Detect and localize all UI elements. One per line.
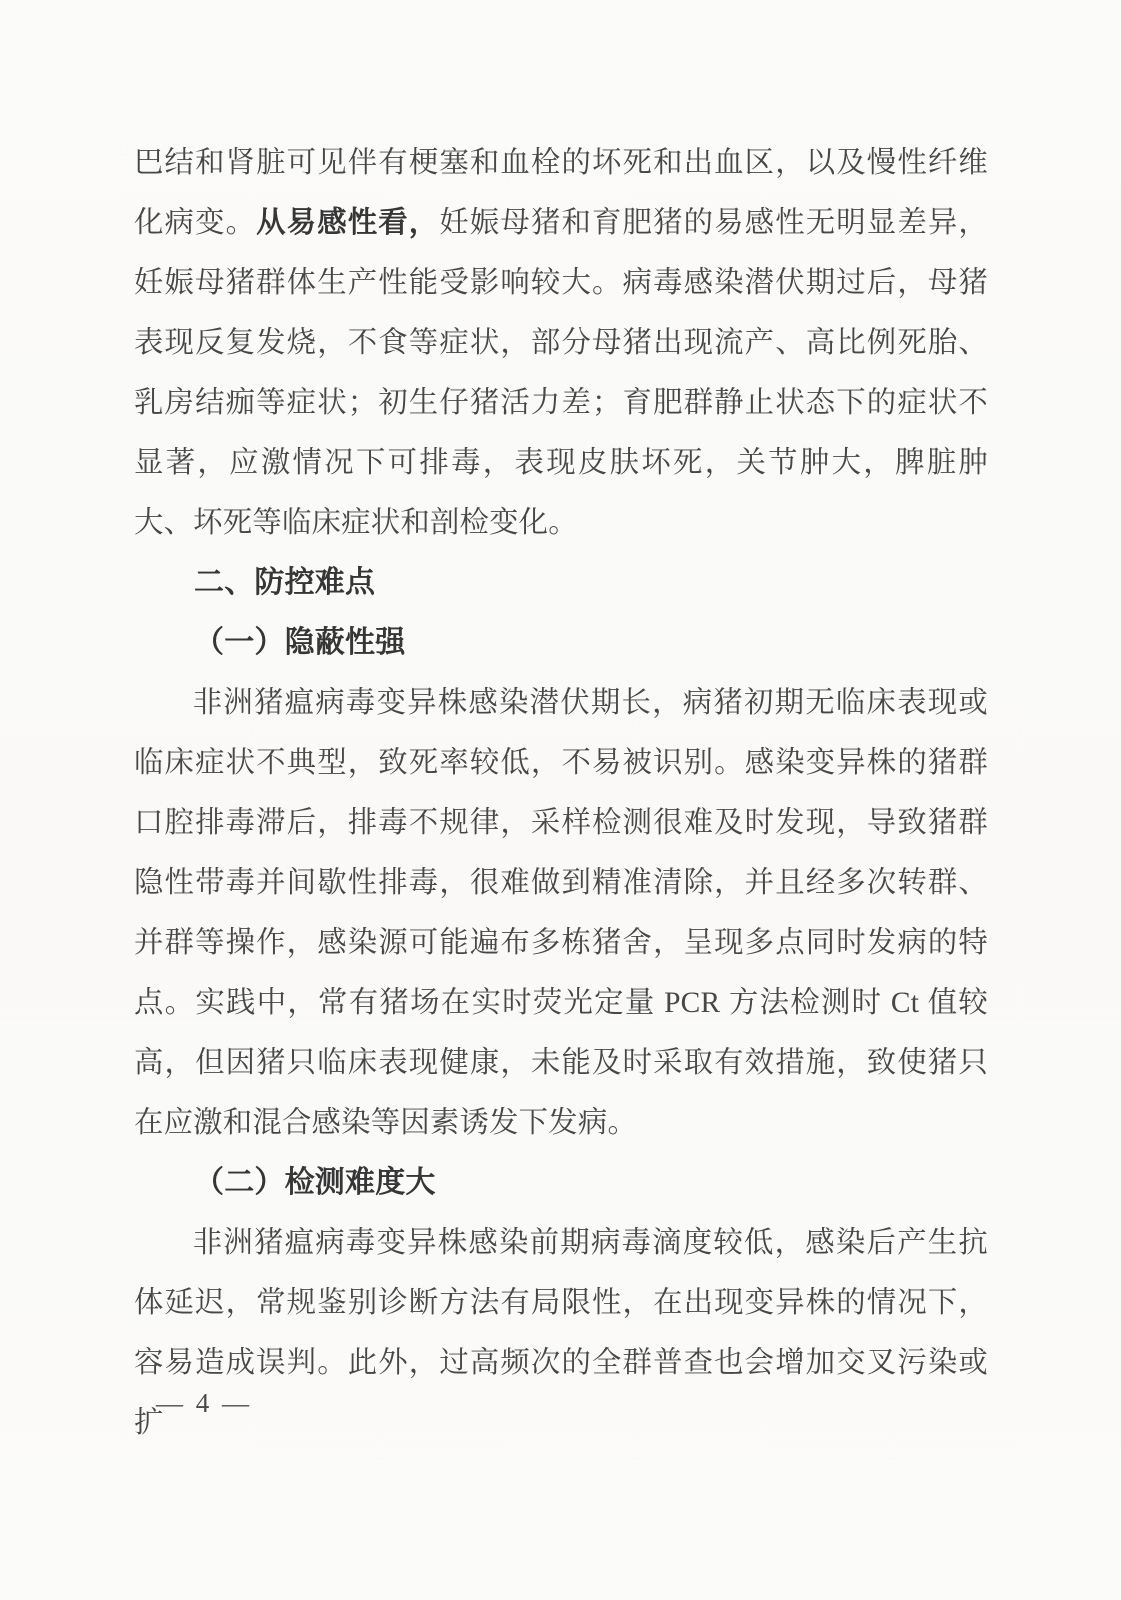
paragraph-text-after-emphasis: 妊娠母猪和育肥猪的易感性无明显差异，妊娠母猪群体生产性能受影响较大。病毒感染潜伏期过后，母猪表现反复发烧，不食等症状，部分母猪出现流产、高比例死胎、乳房结痂等症状；初生仔猪活力差；育肥群静止状态下的症状不显著，应激情况下可排毒，表现皮肤坏死，关节肿大，脾脏肿大、坏死等临床症状和剖检变化。 bbox=[134, 207, 988, 539]
subsection-heading-strong-concealment: （一）隐蔽性强 bbox=[194, 626, 406, 659]
emphasis-bold-text: 从易感性看， bbox=[256, 206, 440, 239]
document-body bbox=[134, 133, 988, 1453]
paragraph-detection-details: 非洲猪瘟病毒变异株感染前期病毒滴度较低，感染后产生抗体延迟，常规鉴别诊断方法有局限性，在出现变异株的情况下，容易造成误判。此外，过高频次的全群普查也会增加交叉污染或扩 bbox=[134, 1227, 988, 1439]
paragraph-concealment-details: 非洲猪瘟病毒变异株感染潜伏期长，病猪初期无临床表现或临床症状不典型，致死率较低，不易被识别。感染变异株的猪群口腔排毒滞后，排毒不规律，采样检测很难及时发现，导致猪群隐性带毒并间歇性排毒，很难做到精准清除，并且经多次转群、并群等操作，感染源可能遍布多栋猪舍，呈现多点同时发病的特点。实践中，常有猪场在实时荧光定量 PCR 方法检测时 Ct 值较高，但因猪只临床表现健康，未能及时采取有效措施，致使猪只在应激和混合感染等因素诱发下发病。 bbox=[134, 687, 988, 1139]
paragraph-pathology-susceptibility bbox=[134, 133, 988, 553]
section-heading-control-difficulties: 二、防控难点 bbox=[194, 566, 376, 599]
subsection-heading-detection-difficulty: （二）检测难度大 bbox=[194, 1166, 436, 1199]
paragraph-text-before-emphasis: 巴结和肾脏可见伴有梗塞和血栓的坏死和出血区，以及慢性纤维化病变。 bbox=[134, 147, 988, 239]
page-number: — 4 — bbox=[156, 1388, 252, 1418]
